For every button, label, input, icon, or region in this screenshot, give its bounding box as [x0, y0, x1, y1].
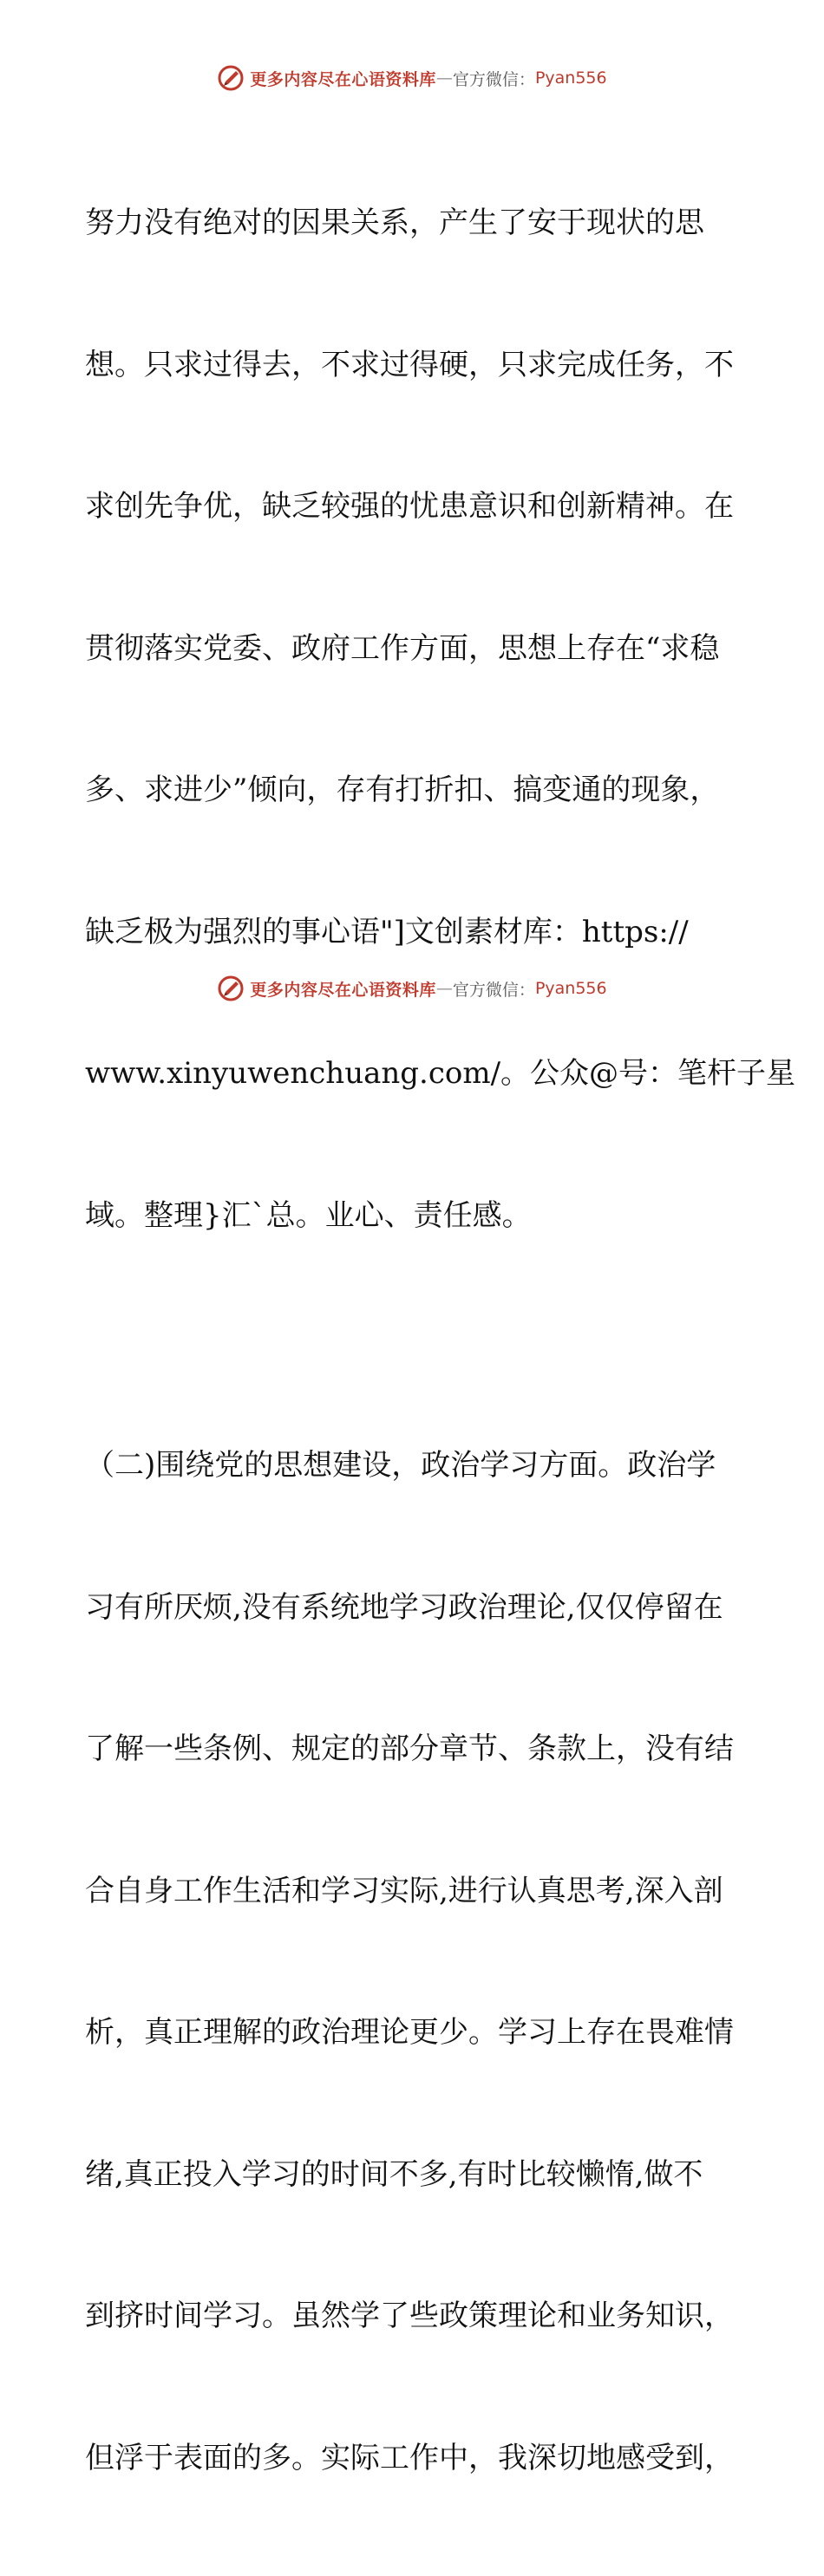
banner-dash: — — [435, 68, 453, 88]
banner-brand-text: 更多内容尽在心语资料库 — [250, 980, 436, 1000]
text-line: 多、求进少”倾向，存有打折扣、搞变通的现象， — [85, 773, 720, 807]
banner-official-label: 官方微信： — [452, 980, 535, 1000]
text-line: 求创先争优，缺乏较强的忧患意识和创新精神。在 — [85, 489, 734, 524]
text-line: www.xinyuwenchuang.com/。公众@号：笔杆子星 — [85, 1056, 796, 1091]
text-line: 绪,真正投入学习的时间不多,有时比较懒惰,做不 — [85, 2156, 703, 2192]
text-line: 析，真正理解的政治理论更少。学习上存在畏难情 — [85, 2015, 734, 2050]
brand-logo-icon — [217, 64, 245, 92]
text-line: 但浮于表面的多。实际工作中，我深切地感受到， — [85, 2440, 734, 2475]
text-line: 到挤时间学习。虽然学了些政策理论和业务知识， — [85, 2299, 734, 2333]
text-line: 贯彻落实党委、政府工作方面，思想上存在“求稳 — [85, 630, 720, 666]
text-line: 习有所厌烦,没有系统地学习政治理论,仅仅停留在 — [85, 1589, 723, 1625]
banner-official-label: 官方微信： — [452, 69, 535, 89]
text-line: 缺乏极为强烈的事心语"]文创素材库：https:// — [85, 914, 689, 949]
text-line: （二)围绕党的思想建设，政治学习方面。政治学 — [85, 1448, 716, 1483]
banner-dash: — — [435, 979, 453, 998]
text-line: 合自身工作生活和学习实际,进行认真思考,深入剖 — [85, 1873, 723, 1908]
document-body — [85, 105, 796, 2576]
text-line: 想。只求过得去，不求过得硬，只求完成任务，不 — [85, 347, 734, 382]
paragraph-2 — [85, 1347, 744, 2576]
text-line: 了解一些条例、规定的部分章节、条款上，没有结 — [85, 1731, 734, 1766]
text-line: 域。整理}汇`总。业心、责任感。 — [85, 1197, 532, 1233]
banner-wechat-id: Pyan556 — [534, 979, 607, 998]
footer-banner — [0, 971, 824, 1006]
banner-wechat-id: Pyan556 — [534, 68, 607, 88]
paragraph-1 — [85, 105, 796, 1334]
brand-logo-icon — [217, 975, 245, 1002]
banner-brand-text: 更多内容尽在心语资料库 — [250, 69, 436, 89]
header-banner — [0, 61, 824, 95]
text-line: 努力没有绝对的因果关系，产生了安于现状的思 — [85, 205, 704, 240]
